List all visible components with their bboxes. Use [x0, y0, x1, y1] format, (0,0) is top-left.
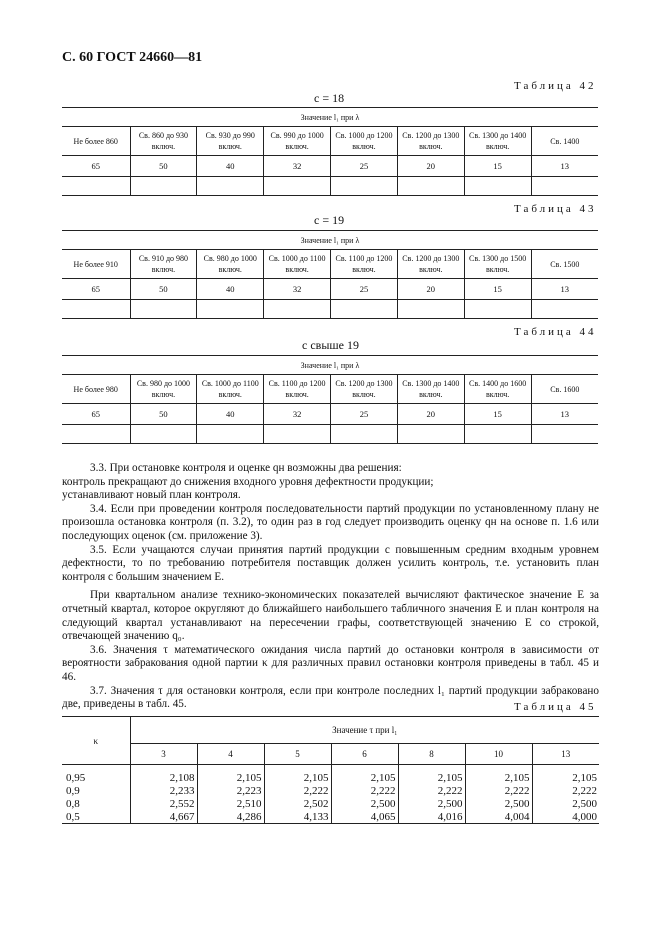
- table-42-val-6: 20: [397, 156, 464, 177]
- table-44-col-7: Св. 1400 до 1600 включ.: [464, 375, 531, 404]
- table-row: [62, 784, 599, 797]
- page-header: С. 60 ГОСТ 24660—81: [62, 50, 203, 65]
- table-45-l-3: 3: [130, 744, 197, 765]
- table-42-val-7: 15: [464, 156, 531, 177]
- table-44-col-4: Св. 1100 до 1200 включ.: [264, 375, 331, 404]
- table-row: [62, 765, 599, 785]
- table-42-col-3: Св. 930 до 990 включ.: [197, 127, 264, 156]
- table-cell: 4,065: [331, 810, 398, 824]
- table-cell: 4,133: [264, 810, 331, 824]
- table-43-val-1: 65: [62, 279, 130, 300]
- table-44-col-3: Св. 1000 до 1100 включ.: [197, 375, 264, 404]
- table-cell: 4,016: [398, 810, 465, 824]
- paragraph-option-1: контроль прекращают до снижения входного уровня дефектности продукции;: [62, 475, 434, 488]
- table-42-header: Значение l₁ при λ: [62, 108, 598, 127]
- table-45-kappa: 0,8: [66, 797, 80, 810]
- table-cell: 2,510: [197, 797, 264, 810]
- table-42-col-1: Не более 860: [62, 127, 130, 156]
- paragraph-quarterly-analysis: При квартальном анализе технико-экономических показателей вычисляют фактическое значение E за отчетный квартал, которое округляют до ближайшего наибольшего табличного значения E и план контроля на следующий квартал устанавливают на пересечении графы, соответствующей значению E со строкой, отвечающей значению q₀.: [62, 589, 599, 643]
- table-43-val-4: 32: [264, 279, 331, 300]
- table-44-col-2: Св. 980 до 1000 включ.: [130, 375, 197, 404]
- table-43-col-7: Св. 1300 до 1500 включ.: [464, 250, 531, 279]
- paragraph-3-3: 3.3. При остановке контроля и оценке qн возможны два решения:: [90, 462, 402, 474]
- table-43-col-6: Св. 1200 до 1300 включ.: [397, 250, 464, 279]
- table-42-val-3: 40: [197, 156, 264, 177]
- table-45-l-6: 6: [331, 744, 398, 765]
- table-45-kappa: 0,95: [66, 771, 86, 784]
- table-cell: 2,222: [264, 784, 331, 797]
- table-cell: 2,223: [197, 784, 264, 797]
- table-cell: 2,500: [331, 797, 398, 810]
- table-42-col-2: Св. 860 до 930 включ.: [130, 127, 197, 156]
- table-44-col-5: Св. 1200 до 1300 включ.: [331, 375, 398, 404]
- table-44-val-8: 13: [560, 408, 570, 419]
- table-42: [62, 107, 598, 196]
- table-42-val-5: 25: [331, 156, 398, 177]
- table-42-val-1: 65: [62, 156, 130, 177]
- table-45-kappa-header: κ: [62, 717, 130, 765]
- table-43: [62, 230, 598, 319]
- table-44-col-1: Не более 980: [62, 375, 130, 404]
- table-cell: 2,233: [130, 784, 197, 797]
- table-cell: 2,108: [130, 765, 197, 785]
- table-45-kappa: 0,9: [66, 784, 80, 797]
- table-42-col-6: Св. 1200 до 1300 включ.: [397, 127, 464, 156]
- table-43-val-3: 40: [197, 279, 264, 300]
- table-44-col-8: Св. 1600: [531, 375, 598, 404]
- table-43-header: Значение l₁ при λ: [62, 231, 598, 250]
- table-42-col-8: Св. 1400: [531, 127, 598, 156]
- table-45-l-10: 10: [465, 744, 532, 765]
- table-row: [62, 810, 599, 824]
- table-45-caption: Таблица 45: [514, 701, 597, 713]
- table-cell: 4,004: [465, 810, 532, 824]
- table-cell: 2,502: [264, 797, 331, 810]
- table-43-col-3: Св. 980 до 1000 включ.: [197, 250, 264, 279]
- table-44-val-5: 25: [331, 404, 398, 425]
- table-43-col-4: Св. 1000 до 1100 включ.: [264, 250, 331, 279]
- table-45-l-13: 13: [532, 744, 599, 765]
- table-cell: 2,105: [331, 765, 398, 785]
- paragraph-3-4: 3.4. Если при проведении контроля последовательности партий продукции по установленному плану не произошла остановка контроля (п. 3.2), то один раз в год следует производить оценку qн на основе п. 1.6 или последующих оценок (см. приложение 3).: [62, 502, 599, 542]
- table-43-col-5: Св. 1100 до 1200 включ.: [331, 250, 398, 279]
- table-42-col-5: Св. 1000 до 1200 включ.: [331, 127, 398, 156]
- table-43-val-8: 13: [560, 283, 570, 294]
- table-43-val-7: 15: [464, 279, 531, 300]
- table-45-kappa: 0,5: [62, 810, 130, 824]
- table-cell: 2,105: [264, 765, 331, 785]
- table-44-caption: Таблица 44: [514, 326, 597, 338]
- table-42-col-4: Св. 990 до 1000 включ.: [264, 127, 331, 156]
- table-44-val-6: 20: [397, 404, 464, 425]
- table-43-col-8: Св. 1500: [531, 250, 598, 279]
- table-cell: 2,222: [532, 784, 599, 797]
- table-43-val-2: 50: [130, 279, 197, 300]
- table-44-val-4: 32: [264, 404, 331, 425]
- table-cell: 2,500: [465, 797, 532, 810]
- table-44: [62, 355, 598, 444]
- table-45-header: Значение τ при l₁: [130, 717, 599, 744]
- table-row: [62, 797, 599, 810]
- table-cell: 4,667: [130, 810, 197, 824]
- table-45-l-8: 8: [398, 744, 465, 765]
- table-44-header: Значение l₁ при λ: [62, 356, 598, 375]
- paragraph-3-7: 3.7. Значения τ для остановки контроля, если при контроле последних l₁ партий продукции забраковано две, приведены в табл. 45.: [62, 684, 599, 711]
- table-42-val-4: 32: [264, 156, 331, 177]
- table-cell: 2,222: [398, 784, 465, 797]
- table-45: [62, 716, 599, 824]
- table-cell: 2,552: [130, 797, 197, 810]
- table-cell: 2,105: [465, 765, 532, 785]
- table-43-col-2: Св. 910 до 980 включ.: [130, 250, 197, 279]
- table-cell: 2,105: [197, 765, 264, 785]
- table-43-val-6: 20: [397, 279, 464, 300]
- table-42-val-8: 13: [560, 160, 570, 171]
- table-44-c-label: c свыше 19: [302, 338, 359, 352]
- table-44-col-6: Св. 1300 до 1400 включ.: [397, 375, 464, 404]
- table-44-val-3: 40: [197, 404, 264, 425]
- table-cell: 2,222: [465, 784, 532, 797]
- table-cell: 2,500: [532, 797, 599, 810]
- table-cell: 4,286: [197, 810, 264, 824]
- paragraph-3-6: 3.6. Значения τ математического ожидания числа партий до остановки контроля в зависимости от вероятности забракования одной партии κ для различных правил остановки контроля приведены в табл. 45 и 46.: [62, 643, 599, 683]
- table-cell: 2,105: [532, 765, 599, 785]
- table-43-c-label: c = 19: [314, 213, 345, 227]
- table-cell: 2,500: [398, 797, 465, 810]
- table-43-col-1: Не более 910: [62, 250, 130, 279]
- table-cell: 2,105: [398, 765, 465, 785]
- body-text: [62, 462, 599, 712]
- table-44-val-1: 65: [62, 404, 130, 425]
- paragraph-option-2: устанавливают новый план контроля.: [62, 489, 241, 502]
- table-45-l-5: 5: [264, 744, 331, 765]
- table-cell: 2,222: [331, 784, 398, 797]
- table-43-val-5: 25: [331, 279, 398, 300]
- table-42-col-7: Св. 1300 до 1400 включ.: [464, 127, 531, 156]
- table-44-val-7: 15: [464, 404, 531, 425]
- table-42-caption: Таблица 42: [514, 80, 597, 92]
- table-44-val-2: 50: [130, 404, 197, 425]
- table-42-c-label: c = 18: [314, 91, 345, 105]
- table-43-caption: Таблица 43: [514, 203, 597, 215]
- paragraph-3-5: 3.5. Если учащаются случаи принятия партий продукции с повышенным средним входным уровнем дефектности, то по требованию потребителя поставщик должен усилить контроль, т.е. установить план контроля с большим значением E.: [62, 543, 599, 583]
- table-45-l-4: 4: [197, 744, 264, 765]
- table-42-val-2: 50: [130, 156, 197, 177]
- table-cell: 4,000: [532, 810, 599, 824]
